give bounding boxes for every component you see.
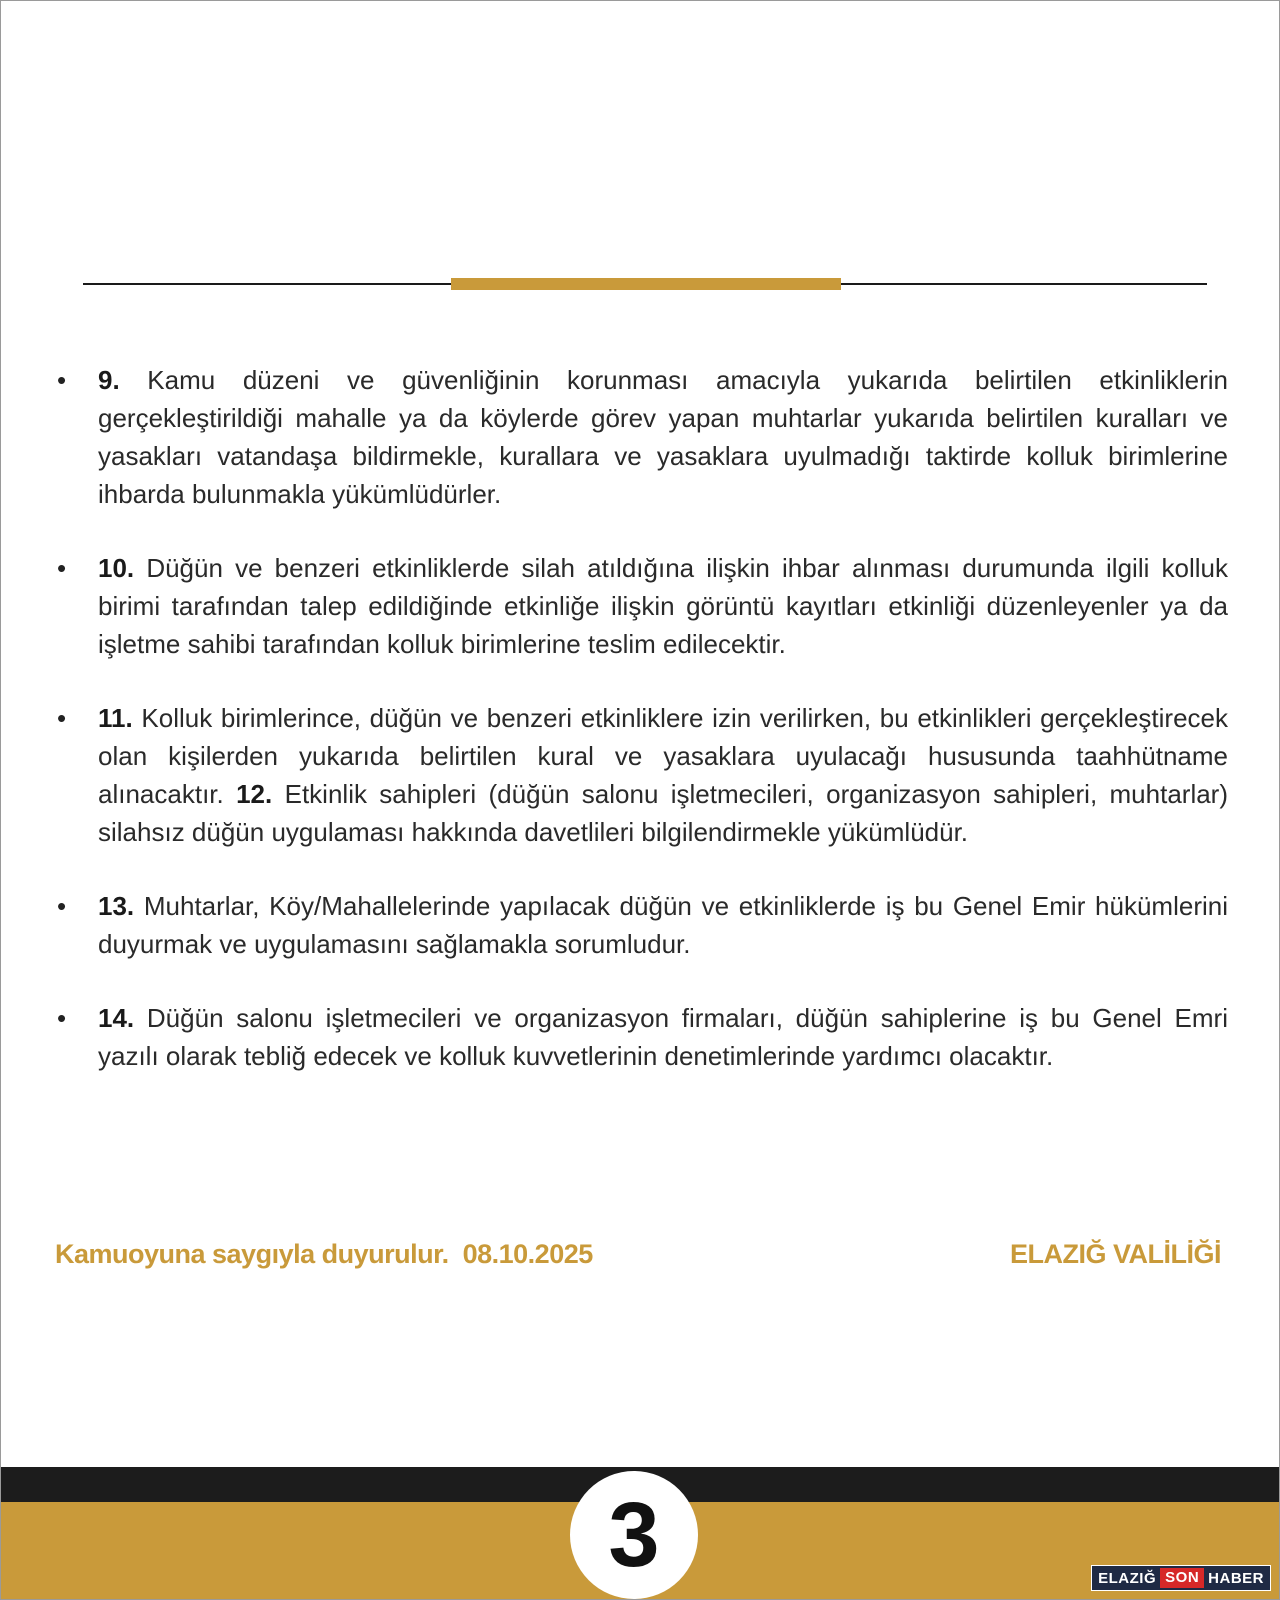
list-item-11 [53,699,1228,851]
item-paragraph [98,999,1228,1075]
item-number: 11. [98,703,133,733]
news-watermark-logo [1091,1565,1271,1591]
item-text: Düğün salonu işletmecileri ve organizasyon firmaları, düğün sahiplerine iş bu Genel Emri yazılı olarak tebliğ edecek ve kolluk kuvvetlerinin denetimlerinde yardımcı olacaktır. [98,1003,1228,1071]
page-number-badge [570,1471,698,1599]
article-list [53,361,1228,1111]
item-number: 10. [98,553,135,583]
announcement-footer: Kamuoyuna saygıyla duyurulur. 08.10.2025 [55,1239,593,1269]
item-text: Kolluk birimlerince, düğün ve benzeri etkinliklere izin verilirken, bu etkinlikleri gerçekleştirecek olan kişilerden yukarıda belirtilen kural ve yasaklara uyulacağı hususunda taahhütname alınacaktır. [98,703,1228,809]
item-number: 9. [98,365,120,395]
item-number: 14. [98,1003,135,1033]
list-item-13 [53,887,1228,963]
list-item-9 [53,361,1228,513]
item-paragraph [98,887,1228,963]
bullet-icon: • [57,891,67,921]
watermark-part-2: SON [1160,1568,1204,1588]
watermark-part-3: HABER [1208,1569,1264,1587]
watermark-part-1: ELAZIĞ [1098,1569,1157,1587]
item-text: Kamu düzeni ve güvenliğinin korunması amacıyla yukarıda belirtilen etkinliklerin gerçekleştirildiği mahalle ya da köylerde görev yapan muhtarlar yukarıda belirtilen kuralları ve yasakları vatandaşa bildirmekle, kurallara ve yasaklara uyulmadığı taktirde kolluk birimlerine ihbarda bulunmakla yükümlüdürler. [98,365,1228,509]
item-number-secondary: 12. [236,779,273,809]
header-divider-accent [451,278,841,290]
authority-signature: ELAZIĞ VALİLİĞİ [1010,1239,1221,1269]
item-paragraph [98,549,1228,663]
page-number: 3 [608,1484,660,1586]
item-number: 13. [98,891,135,921]
item-text: Düğün ve benzeri etkinliklerde silah atıldığına ilişkin ihbar alınması durumunda ilgili kolluk birimi tarafından talep edildiğinde etkinliğe ilişkin görüntü kayıtları etkinliği düzenleyenler ya da işletme sahibi tarafından kolluk birimlerine teslim edilecektir. [98,553,1228,659]
list-item-10 [53,549,1228,663]
item-paragraph [98,361,1228,513]
bullet-icon: • [57,553,67,583]
bullet-icon: • [57,703,67,733]
item-paragraph [98,699,1228,851]
item-text-secondary: Etkinlik sahipleri (düğün salonu işletmecileri, organizasyon sahipleri, muhtarlar) silahsız düğün uygulaması hakkında davetlileri bilgilendirmekle yükümlüdür. [98,779,1228,847]
item-text: Muhtarlar, Köy/Mahallelerinde yapılacak düğün ve etkinliklerde iş bu Genel Emir hükümlerini duyurmak ve uygulamasını sağlamakla sorumludur. [98,891,1228,959]
bullet-icon: • [57,1003,67,1033]
bullet-icon: • [57,365,67,395]
list-item-14 [53,999,1228,1075]
